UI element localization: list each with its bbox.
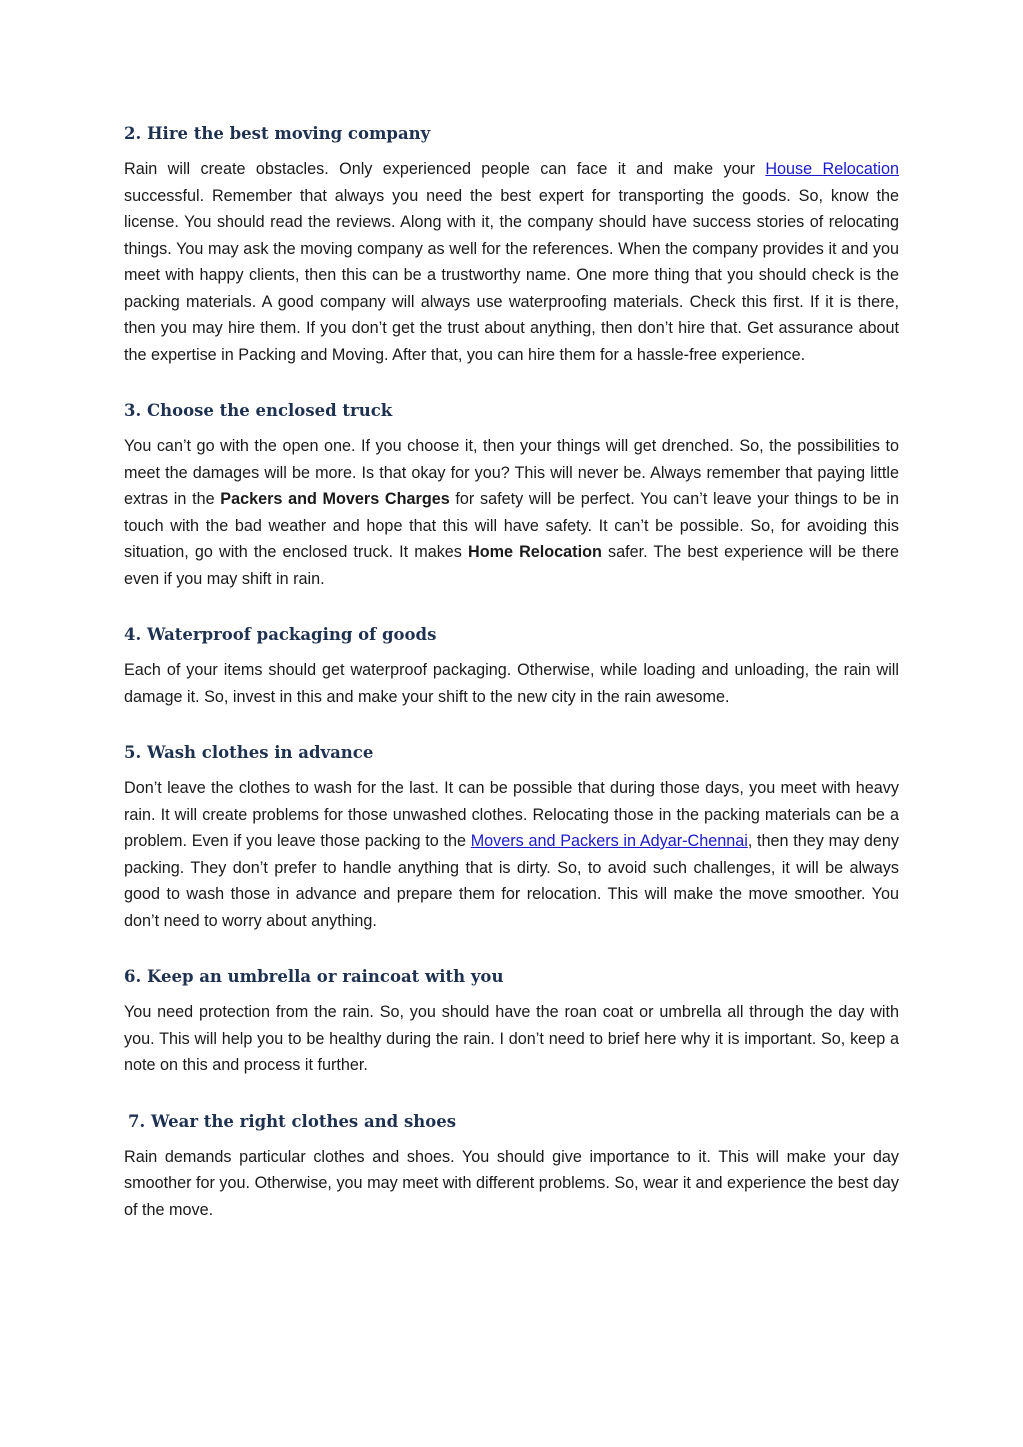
section-hire-moving-company — [124, 118, 899, 368]
paragraph-text: for safety will be perfect. You can’t leave your things to be in touch with the bad weather and hope that this will have safety. It can’t be possible. So, for avoiding this situation, go with the enclosed truck. It makes — [124, 490, 900, 561]
paragraph-text: , then they may deny packing. They don’t prefer to handle anything that is dirty. So, to avoid such challenges, it will be always good to wash those in advance and prepare them for relocation. This will make the move smoother. You don’t need to worry about anything. — [124, 832, 900, 930]
section-wash-clothes — [124, 737, 899, 934]
movers-packers-adyar-link[interactable]: Movers and Packers in Adyar-Chennai — [470, 832, 748, 850]
section-umbrella-raincoat — [124, 961, 899, 1079]
bold-term: Packers and Movers Charges — [220, 490, 450, 508]
section-paragraph: Rain demands particular clothes and shoes. You should give importance to it. This will make your day smoother for you. Otherwise, you may meet with different problems. So, wear it and experience the best day of the move. — [124, 1147, 899, 1219]
section-heading: 3. Choose the enclosed truck — [124, 401, 393, 420]
paragraph-text: Rain will create obstacles. Only experienced people can face it and make your — [124, 160, 766, 178]
section-enclosed-truck — [124, 395, 899, 592]
paragraph-text: safer. The best experience will be there even if you may shift in rain. — [124, 543, 899, 588]
house-relocation-link[interactable]: House Relocation — [765, 160, 899, 178]
paragraph-text: successful. Remember that always you need the best expert for transporting the goods. So, know the license. You should read the reviews. Along with it, the company should have success stories of relocating things. You may ask the moving company as well for the references. When the company provides it and you meet with happy clients, then this can be a trustworthy name. One more thing that you should check is the packing materials. A good company will always use waterproofing materials. Check this first. If it is there, then you may hire them. If you don’t get the trust about anything, then don’t hire that. Get assurance about the expertise in Packing and Moving. After that, you can hire them for a hassle-free experience. — [124, 186, 899, 364]
bold-term: Home Relocation — [468, 543, 602, 561]
document-page — [124, 118, 899, 1250]
section-heading: 7. Wear the right clothes and shoes — [128, 1111, 457, 1131]
section-heading: 6. Keep an umbrella or raincoat with you — [124, 967, 504, 986]
section-heading: 5. Wash clothes in advance — [124, 743, 374, 762]
section-heading: 2. Hire the best moving company — [124, 124, 431, 143]
section-heading: 4. Waterproof packaging of goods — [124, 625, 437, 644]
section-paragraph — [124, 433, 899, 592]
section-right-clothes-shoes — [124, 1106, 899, 1224]
paragraph-text: You can’t go with the open one. If you choose it, then your things will get drenched. So, the possibilities to meet the damages will be more. Is that okay for you? This will never be. Always remember that paying little extras in the — [124, 437, 899, 508]
section-paragraph: You need protection from the rain. So, you should have the roan coat or umbrella all through the day with you. This will help you to be healthy during the rain. I don’t need to brief here why it is important. So, keep a note on this and process it further. — [124, 1003, 899, 1074]
section-paragraph: Each of your items should get waterproof packaging. Otherwise, while loading and unloading, the rain will damage it. So, invest in this and make your shift to the new city in the rain awesome. — [124, 661, 899, 706]
section-paragraph — [124, 156, 899, 368]
section-paragraph — [124, 775, 899, 934]
paragraph-text: Don’t leave the clothes to wash for the last. It can be possible that during those days, you meet with heavy rain. It will create problems for those unwashed clothes. Relocating those in the packing materials can be a problem. Even if you leave those packing to the — [124, 779, 899, 850]
section-waterproof-packaging — [124, 619, 899, 710]
